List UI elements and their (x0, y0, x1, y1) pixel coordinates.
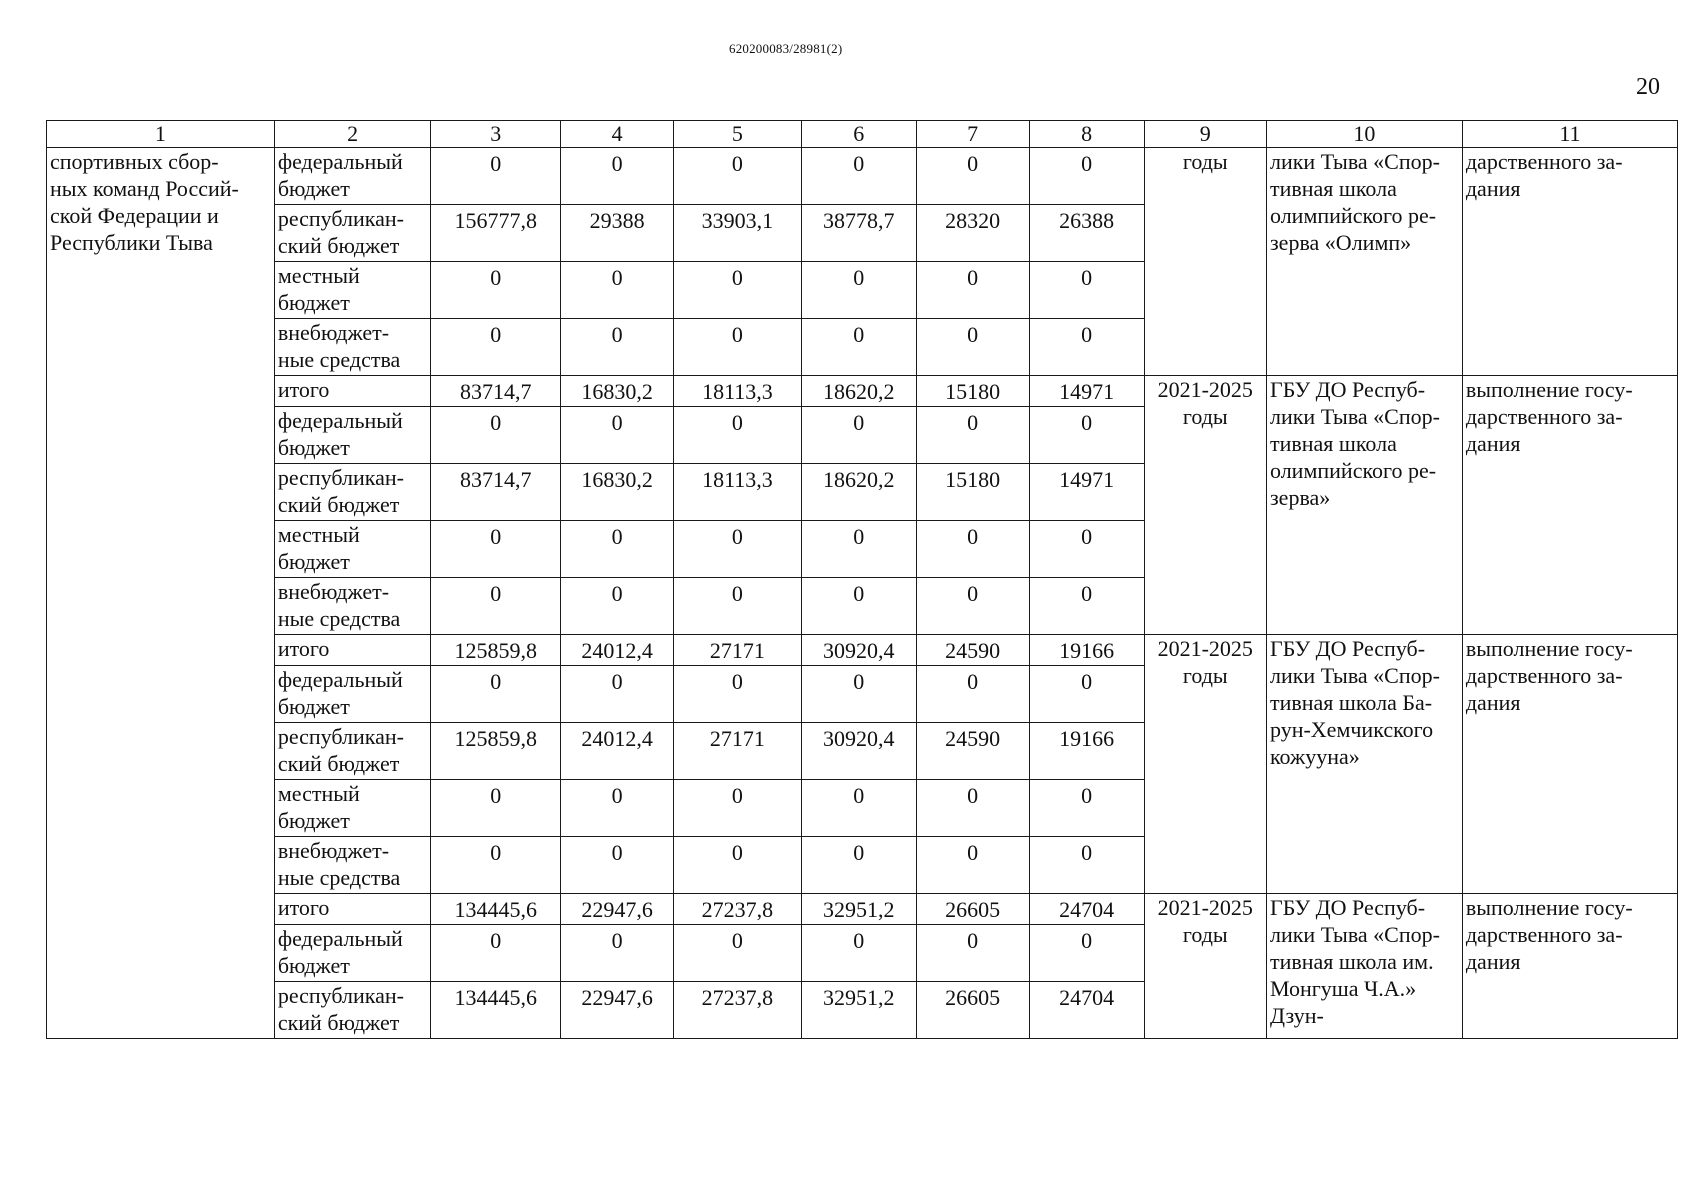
amount-cell: 0 (431, 666, 561, 723)
header-cell: 6 (801, 121, 916, 148)
amount-cell: 0 (801, 666, 916, 723)
document-code: 620200083/28981(2) (729, 41, 843, 56)
table-row (47, 635, 1678, 666)
table-row (47, 376, 1678, 407)
amount-cell: 0 (1029, 262, 1144, 319)
amount-cell: 0 (561, 262, 674, 319)
amount-cell: 0 (801, 262, 916, 319)
amount-cell: 134445,6 (431, 982, 561, 1039)
amount-cell: 0 (916, 262, 1029, 319)
amount-cell: 0 (674, 578, 802, 635)
program-table (46, 120, 1678, 1039)
amount-cell: 24012,4 (561, 723, 674, 780)
amount-cell: 18620,2 (801, 376, 916, 407)
header-cell: 7 (916, 121, 1029, 148)
amount-cell: 26388 (1029, 205, 1144, 262)
amount-cell: 24704 (1029, 894, 1144, 925)
table-row (47, 894, 1678, 925)
amount-cell: 0 (674, 666, 802, 723)
amount-cell: 0 (561, 666, 674, 723)
header-cell: 9 (1144, 121, 1266, 148)
amount-cell: 16830,2 (561, 464, 674, 521)
amount-cell: 0 (916, 578, 1029, 635)
amount-cell: 0 (431, 319, 561, 376)
amount-cell: 27237,8 (674, 982, 802, 1039)
amount-cell: 26605 (916, 894, 1029, 925)
amount-cell: 15180 (916, 464, 1029, 521)
amount-cell: 0 (674, 925, 802, 982)
amount-cell: 0 (561, 319, 674, 376)
funding-source-cell: республикан- ский бюджет (274, 982, 430, 1039)
amount-cell: 0 (431, 578, 561, 635)
amount-cell: 22947,6 (561, 894, 674, 925)
funding-source-cell: федеральный бюджет (274, 666, 430, 723)
amount-cell: 125859,8 (431, 723, 561, 780)
funding-source-cell: федеральный бюджет (274, 925, 430, 982)
header-cell: 11 (1462, 121, 1677, 148)
executor-cell: ГБУ ДО Респуб- лики Тыва «Спор- тивная школа олимпийского ре- зерва» (1266, 376, 1462, 635)
header-cell: 1 (47, 121, 275, 148)
period-cell: годы (1144, 148, 1266, 376)
header-cell: 4 (561, 121, 674, 148)
amount-cell: 29388 (561, 205, 674, 262)
amount-cell: 125859,8 (431, 635, 561, 666)
amount-cell: 0 (431, 407, 561, 464)
funding-source-cell: федеральный бюджет (274, 407, 430, 464)
amount-cell: 0 (561, 780, 674, 837)
amount-cell: 30920,4 (801, 723, 916, 780)
amount-cell: 18113,3 (674, 464, 802, 521)
amount-cell: 27171 (674, 635, 802, 666)
amount-cell: 0 (674, 780, 802, 837)
funding-source-cell: итого (274, 376, 430, 407)
amount-cell: 0 (431, 262, 561, 319)
executor-cell: лики Тыва «Спор- тивная школа олимпийского ре- зерва «Олимп» (1266, 148, 1462, 376)
amount-cell: 18620,2 (801, 464, 916, 521)
amount-cell: 27237,8 (674, 894, 802, 925)
funding-source-cell: внебюджет- ные средства (274, 578, 430, 635)
funding-source-cell: местный бюджет (274, 780, 430, 837)
amount-cell: 0 (561, 837, 674, 894)
amount-cell: 26605 (916, 982, 1029, 1039)
amount-cell: 0 (431, 837, 561, 894)
amount-cell: 0 (916, 319, 1029, 376)
funding-source-cell: республикан- ский бюджет (274, 205, 430, 262)
amount-cell: 18113,3 (674, 376, 802, 407)
amount-cell: 0 (431, 780, 561, 837)
amount-cell: 28320 (916, 205, 1029, 262)
funding-source-cell: внебюджет- ные средства (274, 837, 430, 894)
amount-cell: 0 (916, 407, 1029, 464)
amount-cell: 83714,7 (431, 376, 561, 407)
amount-cell: 24704 (1029, 982, 1144, 1039)
amount-cell: 30920,4 (801, 635, 916, 666)
amount-cell: 38778,7 (801, 205, 916, 262)
amount-cell: 0 (1029, 837, 1144, 894)
amount-cell: 0 (1029, 780, 1144, 837)
amount-cell: 0 (801, 578, 916, 635)
amount-cell: 32951,2 (801, 894, 916, 925)
executor-cell: ГБУ ДО Респуб- лики Тыва «Спор- тивная школа Ба- рун-Хемчикского кожууна» (1266, 635, 1462, 894)
amount-cell: 83714,7 (431, 464, 561, 521)
header-cell: 10 (1266, 121, 1462, 148)
amount-cell: 0 (561, 578, 674, 635)
amount-cell: 16830,2 (561, 376, 674, 407)
funding-source-cell: республикан- ский бюджет (274, 464, 430, 521)
amount-cell: 24590 (916, 635, 1029, 666)
amount-cell: 0 (674, 319, 802, 376)
funding-source-cell: местный бюджет (274, 521, 430, 578)
period-cell: 2021-2025 годы (1144, 894, 1266, 1039)
amount-cell: 0 (801, 148, 916, 205)
amount-cell: 0 (431, 521, 561, 578)
amount-cell: 27171 (674, 723, 802, 780)
amount-cell: 0 (431, 925, 561, 982)
header-row (47, 121, 1678, 148)
amount-cell: 0 (801, 407, 916, 464)
amount-cell: 0 (1029, 578, 1144, 635)
funding-source-cell: республикан- ский бюджет (274, 723, 430, 780)
header-cell: 2 (274, 121, 430, 148)
amount-cell: 19166 (1029, 635, 1144, 666)
amount-cell: 0 (1029, 925, 1144, 982)
period-cell: 2021-2025 годы (1144, 376, 1266, 635)
amount-cell: 0 (801, 319, 916, 376)
amount-cell: 0 (916, 837, 1029, 894)
amount-cell: 0 (561, 521, 674, 578)
amount-cell: 0 (916, 521, 1029, 578)
header-cell: 8 (1029, 121, 1144, 148)
amount-cell: 0 (1029, 521, 1144, 578)
header-cell: 3 (431, 121, 561, 148)
result-cell: выполнение госу- дарственного за- дания (1462, 635, 1677, 894)
amount-cell: 0 (801, 925, 916, 982)
amount-cell: 14971 (1029, 376, 1144, 407)
amount-cell: 0 (1029, 407, 1144, 464)
amount-cell: 24012,4 (561, 635, 674, 666)
amount-cell: 0 (561, 925, 674, 982)
amount-cell: 0 (431, 148, 561, 205)
amount-cell: 0 (1029, 666, 1144, 723)
measure-name-cell: спортивных сбор- ных команд Россий- ской Федерации и Республики Тыва (47, 148, 275, 1039)
amount-cell: 0 (674, 837, 802, 894)
amount-cell: 0 (674, 407, 802, 464)
period-cell: 2021-2025 годы (1144, 635, 1266, 894)
funding-source-cell: местный бюджет (274, 262, 430, 319)
funding-source-cell: федеральный бюджет (274, 148, 430, 205)
amount-cell: 0 (916, 925, 1029, 982)
header-cell: 5 (674, 121, 802, 148)
amount-cell: 15180 (916, 376, 1029, 407)
amount-cell: 134445,6 (431, 894, 561, 925)
amount-cell: 0 (801, 521, 916, 578)
amount-cell: 0 (1029, 148, 1144, 205)
amount-cell: 0 (674, 262, 802, 319)
page-number: 20 (1636, 74, 1660, 100)
amount-cell: 0 (1029, 319, 1144, 376)
funding-source-cell: внебюджет- ные средства (274, 319, 430, 376)
amount-cell: 0 (801, 837, 916, 894)
amount-cell: 0 (916, 666, 1029, 723)
amount-cell: 0 (674, 148, 802, 205)
amount-cell: 0 (561, 148, 674, 205)
funding-source-cell: итого (274, 894, 430, 925)
amount-cell: 0 (674, 521, 802, 578)
amount-cell: 0 (916, 148, 1029, 205)
amount-cell: 0 (561, 407, 674, 464)
amount-cell: 14971 (1029, 464, 1144, 521)
amount-cell: 32951,2 (801, 982, 916, 1039)
amount-cell: 33903,1 (674, 205, 802, 262)
table-row (47, 148, 1678, 205)
result-cell: дарственного за- дания (1462, 148, 1677, 376)
amount-cell: 156777,8 (431, 205, 561, 262)
amount-cell: 24590 (916, 723, 1029, 780)
amount-cell: 22947,6 (561, 982, 674, 1039)
amount-cell: 19166 (1029, 723, 1144, 780)
amount-cell: 0 (801, 780, 916, 837)
funding-source-cell: итого (274, 635, 430, 666)
result-cell: выполнение госу- дарственного за- дания (1462, 894, 1677, 1039)
result-cell: выполнение госу- дарственного за- дания (1462, 376, 1677, 635)
executor-cell: ГБУ ДО Респуб- лики Тыва «Спор- тивная школа им. Монгуша Ч.А.» Дзун- (1266, 894, 1462, 1039)
amount-cell: 0 (916, 780, 1029, 837)
